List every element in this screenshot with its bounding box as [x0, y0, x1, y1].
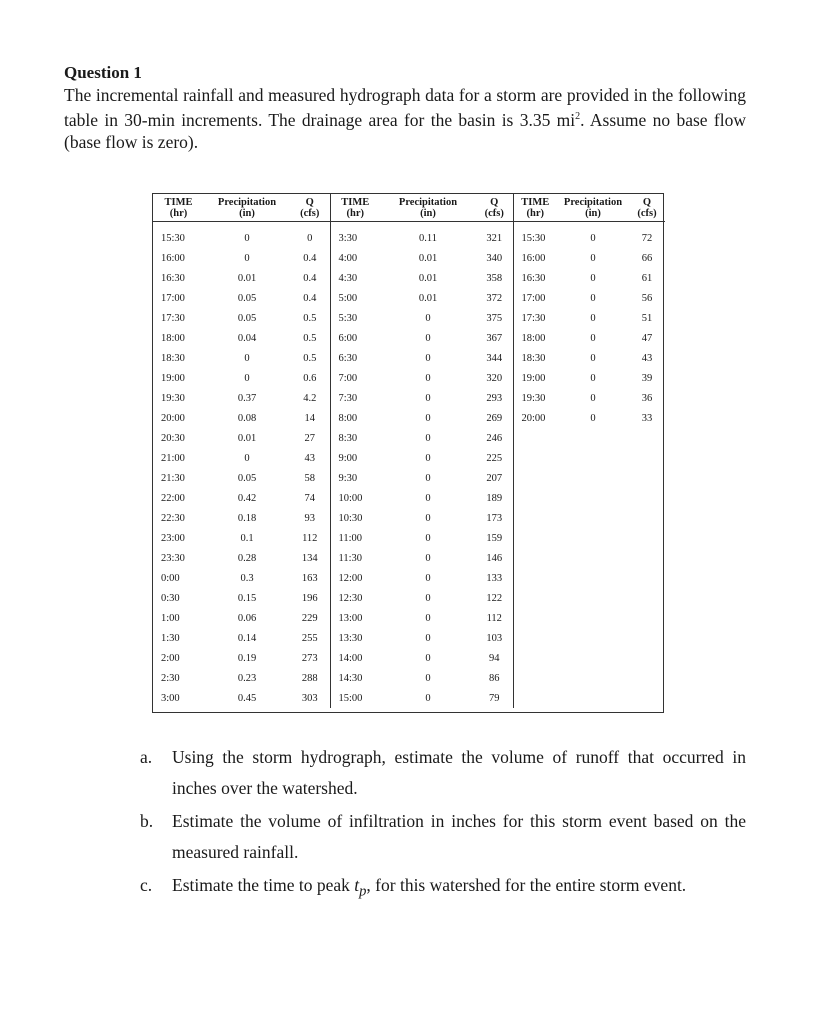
col-header-precipitation: Precipitation (in): [380, 194, 476, 222]
table-row: [153, 648, 665, 668]
cell-precip: [557, 668, 629, 688]
cell-time: 15:30: [161, 232, 185, 244]
table-row: [153, 548, 665, 568]
table-row: [153, 328, 665, 348]
cell-time: 5:00: [330, 288, 380, 308]
cell-precip: [557, 488, 629, 508]
cell-q: [629, 448, 665, 468]
cell-time: [513, 628, 557, 648]
cell-q: 321: [486, 232, 503, 244]
cell-time: 13:00: [330, 608, 380, 628]
cell-q: 320: [486, 372, 503, 384]
cell-q: 173: [486, 512, 503, 524]
cell-time: 15:00: [330, 688, 380, 708]
cell-precip: 0: [425, 392, 431, 404]
cell-precip: 0.04: [237, 332, 257, 344]
cell-precip: 0: [244, 352, 250, 364]
cell-precip: 0: [590, 332, 596, 344]
cell-precip: 0: [425, 512, 431, 524]
cell-time: 6:30: [330, 348, 380, 368]
cell-time: 17:00: [513, 288, 557, 308]
cell-precip: 0: [425, 332, 431, 344]
cell-q: [629, 628, 665, 648]
cell-precip: 0.1: [240, 532, 254, 544]
cell-precip: 0.01: [418, 252, 438, 264]
cell-time: 12:00: [330, 568, 380, 588]
cell-precip: 0.11: [419, 232, 437, 244]
cell-q: 288: [301, 672, 318, 684]
table-row: [153, 288, 665, 308]
cell-q: 86: [489, 672, 500, 684]
cell-time: 9:00: [330, 448, 380, 468]
cell-precip: 0: [590, 272, 596, 284]
cell-precip: [557, 508, 629, 528]
intro-text-end: . Assume no base flow (base flow is zero).: [64, 109, 746, 152]
cell-precip: 0: [425, 532, 431, 544]
intro-text: The incremental rainfall and measured hydrograph data for a storm are provided in the following table in 30-min increments. The drainage area for the basin is 3.35 mi: [64, 85, 746, 130]
cell-q: [629, 688, 665, 708]
cell-precip: 0: [425, 492, 431, 504]
cell-time: 11:30: [330, 548, 380, 568]
cell-precip: 0.06: [237, 612, 257, 624]
cell-time: 0:30: [161, 592, 180, 604]
cell-q: 340: [486, 252, 503, 264]
cell-precip: 0: [244, 452, 250, 464]
question-title: Question 1: [64, 63, 142, 82]
cell-time: 18:30: [513, 348, 557, 368]
cell-time: [513, 448, 557, 468]
cell-precip: 0: [590, 412, 596, 424]
cell-time: 5:30: [330, 308, 380, 328]
cell-time: [513, 608, 557, 628]
cell-time: 17:00: [161, 292, 185, 304]
cell-precip: [557, 608, 629, 628]
cell-time: 21:00: [161, 452, 185, 464]
unit-superscript: 2: [575, 111, 581, 122]
cell-q: 133: [486, 572, 503, 584]
cell-time: 2:30: [161, 672, 180, 684]
cell-q: 39: [641, 372, 653, 384]
cell-q: 61: [641, 272, 653, 284]
cell-precip: 0.08: [237, 412, 257, 424]
cell-precip: 0.28: [237, 552, 257, 564]
cell-q: 43: [304, 452, 315, 464]
cell-q: 273: [301, 652, 318, 664]
cell-q: 47: [641, 332, 653, 344]
col-header-time: TIME (hr): [330, 194, 380, 222]
table-row: [153, 388, 665, 408]
cell-time: 3:00: [161, 692, 180, 704]
table-row: [153, 368, 665, 388]
cell-time: 16:00: [161, 252, 185, 264]
cell-time: 15:30: [513, 222, 557, 249]
cell-time: 14:30: [330, 668, 380, 688]
cell-precip: 0: [425, 432, 431, 444]
col-header-time: TIME (hr): [513, 194, 557, 222]
cell-precip: [557, 548, 629, 568]
cell-precip: 0: [425, 672, 431, 684]
cell-precip: 0.01: [418, 272, 438, 284]
cell-q: 293: [486, 392, 503, 404]
cell-precip: 0: [425, 692, 431, 704]
cell-q: 375: [486, 312, 503, 324]
tp-subscript: p: [359, 883, 367, 900]
cell-q: 94: [489, 652, 500, 664]
cell-time: 13:30: [330, 628, 380, 648]
cell-q: [629, 508, 665, 528]
col-header-q: Q (cfs): [476, 194, 513, 222]
cell-time: [513, 508, 557, 528]
cell-time: 21:30: [161, 472, 185, 484]
table-row: [153, 348, 665, 368]
cell-precip: 0.23: [237, 672, 257, 684]
col-header-q: Q (cfs): [290, 194, 330, 222]
cell-precip: [557, 468, 629, 488]
cell-q: 93: [304, 512, 315, 524]
part-b: [140, 806, 746, 868]
table-row: [153, 568, 665, 588]
cell-precip: 0: [425, 352, 431, 364]
cell-q: 229: [301, 612, 318, 624]
cell-time: 14:00: [330, 648, 380, 668]
cell-precip: [557, 648, 629, 668]
cell-precip: 0: [244, 252, 250, 264]
table-body: [153, 222, 665, 709]
cell-time: [513, 688, 557, 708]
cell-time: 1:00: [161, 612, 180, 624]
cell-time: 8:30: [330, 428, 380, 448]
cell-time: 2:00: [161, 652, 180, 664]
cell-time: 3:30: [330, 222, 380, 249]
cell-q: 246: [486, 432, 503, 444]
cell-time: 18:30: [161, 352, 185, 364]
table-row: [153, 688, 665, 708]
cell-q: 0.4: [303, 252, 317, 264]
part-a: [140, 742, 746, 804]
cell-time: [513, 568, 557, 588]
cell-time: [513, 588, 557, 608]
table-row: [153, 468, 665, 488]
cell-precip: 0: [590, 292, 596, 304]
cell-q: 103: [486, 632, 503, 644]
cell-time: 17:30: [513, 308, 557, 328]
cell-q: 0.6: [303, 372, 317, 384]
cell-precip: [557, 448, 629, 468]
cell-precip: [557, 688, 629, 708]
cell-precip: 0.01: [237, 432, 257, 444]
cell-q: 303: [301, 692, 318, 704]
table-row: [153, 488, 665, 508]
cell-q: 51: [641, 312, 653, 324]
cell-precip: 0: [425, 572, 431, 584]
cell-q: 344: [486, 352, 503, 364]
cell-q: 255: [301, 632, 318, 644]
cell-q: 159: [486, 532, 503, 544]
cell-time: 4:00: [330, 248, 380, 268]
cell-q: 0.5: [303, 332, 317, 344]
cell-precip: 0.37: [237, 392, 257, 404]
cell-precip: 0: [425, 452, 431, 464]
cell-time: 20:00: [513, 408, 557, 428]
cell-time: 18:00: [161, 332, 185, 344]
cell-time: 16:30: [513, 268, 557, 288]
cell-q: [629, 608, 665, 628]
cell-q: 0: [307, 232, 313, 244]
col-header-precipitation: Precipitation (in): [204, 194, 290, 222]
cell-time: 17:30: [161, 312, 185, 324]
cell-q: 4.2: [303, 392, 317, 404]
cell-precip: 0.3: [240, 572, 254, 584]
cell-time: 0:00: [161, 572, 180, 584]
cell-precip: 0: [244, 372, 250, 384]
cell-time: [513, 668, 557, 688]
cell-q: 163: [301, 572, 318, 584]
cell-q: 79: [489, 692, 500, 704]
cell-time: 10:30: [330, 508, 380, 528]
part-text: Using the storm hydrograph, estimate the volume of runoff that occurred in inches over the watershed.: [172, 747, 746, 798]
cell-time: 19:30: [513, 388, 557, 408]
cell-q: 56: [641, 292, 653, 304]
cell-time: 7:00: [330, 368, 380, 388]
cell-precip: 0.14: [237, 632, 257, 644]
cell-q: 0.4: [303, 292, 317, 304]
part-text: Estimate the volume of infiltration in inches for this storm event based on the measured rainfall.: [172, 811, 746, 862]
cell-precip: 0.19: [237, 652, 257, 664]
part-label: a.: [140, 747, 153, 767]
cell-q: [629, 568, 665, 588]
table-row: [153, 268, 665, 288]
table-row: [153, 528, 665, 548]
cell-precip: 0: [590, 252, 596, 264]
part-label: b.: [140, 811, 154, 831]
cell-precip: 0: [590, 392, 596, 404]
cell-q: [629, 548, 665, 568]
table-row: [153, 668, 665, 688]
cell-time: 9:30: [330, 468, 380, 488]
cell-precip: [557, 428, 629, 448]
cell-time: 8:00: [330, 408, 380, 428]
table-row: [153, 308, 665, 328]
rainfall-hydrograph-table: [152, 193, 664, 713]
cell-q: 0.5: [303, 312, 317, 324]
cell-time: [513, 528, 557, 548]
cell-q: 367: [486, 332, 503, 344]
cell-time: [513, 428, 557, 448]
cell-time: 16:30: [161, 272, 185, 284]
cell-precip: 0.05: [237, 292, 257, 304]
cell-precip: 0: [425, 632, 431, 644]
cell-time: 16:00: [513, 248, 557, 268]
cell-time: 11:00: [330, 528, 380, 548]
cell-precip: 0.01: [237, 272, 257, 284]
table-row: [153, 588, 665, 608]
cell-q: 196: [301, 592, 318, 604]
cell-q: [629, 668, 665, 688]
cell-time: 12:30: [330, 588, 380, 608]
cell-precip: 0: [425, 612, 431, 624]
cell-time: 10:00: [330, 488, 380, 508]
cell-precip: 0.05: [237, 312, 257, 324]
cell-time: 20:00: [161, 412, 185, 424]
cell-precip: 0: [590, 312, 596, 324]
cell-precip: 0: [425, 592, 431, 604]
cell-precip: 0: [590, 232, 596, 244]
cell-precip: 0: [425, 472, 431, 484]
cell-q: [629, 428, 665, 448]
part-label: c.: [140, 875, 153, 895]
cell-precip: 0.01: [418, 292, 438, 304]
cell-time: 7:30: [330, 388, 380, 408]
cell-q: [629, 528, 665, 548]
cell-q: 74: [304, 492, 315, 504]
part-text: Estimate the time to peak: [172, 875, 355, 895]
cell-precip: 0: [425, 652, 431, 664]
cell-precip: [557, 628, 629, 648]
cell-precip: 0: [425, 312, 431, 324]
table-row: [153, 448, 665, 468]
col-header-precipitation: Precipitation (in): [557, 194, 629, 222]
cell-q: 112: [302, 532, 318, 544]
table-row: [153, 408, 665, 428]
cell-q: 66: [641, 252, 653, 264]
cell-q: 0.4: [303, 272, 317, 284]
cell-precip: 0.05: [237, 472, 257, 484]
cell-time: [513, 488, 557, 508]
cell-time: 20:30: [161, 432, 185, 444]
cell-time: 22:00: [161, 492, 185, 504]
cell-time: 19:00: [513, 368, 557, 388]
cell-q: 146: [486, 552, 503, 564]
cell-precip: 0: [244, 232, 250, 244]
cell-q: 122: [486, 592, 503, 604]
cell-q: 36: [641, 392, 653, 404]
col-header-time: TIME (hr): [153, 194, 204, 222]
cell-q: 134: [301, 552, 318, 564]
cell-q: 112: [486, 612, 502, 624]
table-row: [153, 248, 665, 268]
cell-q: 58: [304, 472, 315, 484]
cell-q: [629, 468, 665, 488]
part-text-tail: , for this watershed for the entire storm event.: [366, 875, 687, 895]
data-table: [153, 194, 665, 708]
cell-precip: 0: [590, 372, 596, 384]
cell-precip: 0: [425, 412, 431, 424]
cell-q: 0.5: [303, 352, 317, 364]
cell-q: 225: [486, 452, 503, 464]
cell-q: 43: [641, 352, 653, 364]
cell-precip: 0: [590, 352, 596, 364]
cell-time: 19:30: [161, 392, 185, 404]
cell-precip: 0: [425, 552, 431, 564]
table-row: [153, 222, 665, 249]
cell-q: 207: [486, 472, 503, 484]
cell-q: [629, 588, 665, 608]
cell-time: 18:00: [513, 328, 557, 348]
cell-precip: 0.42: [237, 492, 257, 504]
cell-q: 269: [486, 412, 503, 424]
col-header-q: Q (cfs): [629, 194, 665, 222]
cell-q: 27: [304, 432, 315, 444]
table-header: [153, 194, 665, 222]
cell-q: 72: [641, 232, 653, 244]
table-row: [153, 508, 665, 528]
cell-precip: [557, 588, 629, 608]
cell-precip: 0.18: [237, 512, 257, 524]
cell-q: 14: [304, 412, 315, 424]
cell-time: 19:00: [161, 372, 185, 384]
cell-q: [629, 488, 665, 508]
part-c: [140, 870, 746, 908]
table-row: [153, 608, 665, 628]
question-intro: [64, 84, 746, 153]
cell-q: 358: [486, 272, 503, 284]
table-row: [153, 628, 665, 648]
question-parts: [140, 742, 746, 908]
cell-time: [513, 648, 557, 668]
cell-precip: 0.15: [237, 592, 257, 604]
cell-q: 372: [486, 292, 503, 304]
tp-symbol-t: t: [354, 875, 360, 895]
cell-precip: 0.45: [237, 692, 257, 704]
cell-q: 189: [486, 492, 503, 504]
cell-time: 22:30: [161, 512, 185, 524]
cell-time: [513, 468, 557, 488]
cell-time: 23:00: [161, 532, 185, 544]
cell-q: [629, 648, 665, 668]
table-row: [153, 428, 665, 448]
cell-time: 6:00: [330, 328, 380, 348]
cell-time: [513, 548, 557, 568]
cell-time: 1:30: [161, 632, 180, 644]
cell-precip: [557, 568, 629, 588]
cell-time: 4:30: [330, 268, 380, 288]
cell-precip: [557, 528, 629, 548]
cell-q: 33: [641, 412, 653, 424]
cell-precip: 0: [425, 372, 431, 384]
cell-time: 23:30: [161, 552, 185, 564]
